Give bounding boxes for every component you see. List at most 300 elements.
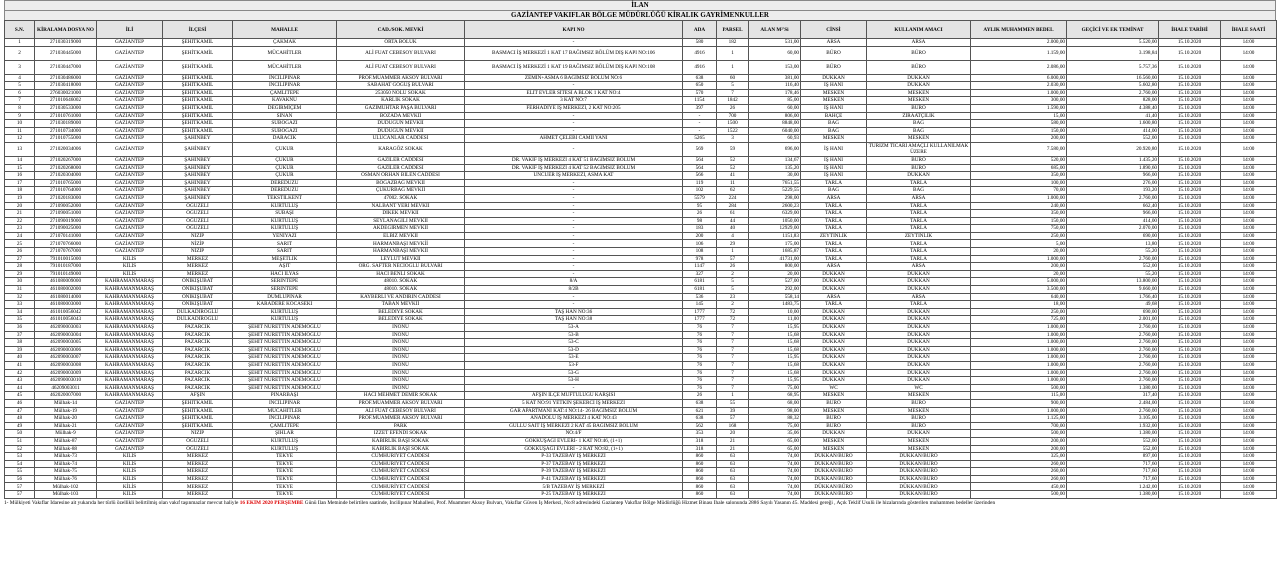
table-cell: 2 [717, 270, 749, 278]
table-cell: 200,00 [971, 263, 1067, 271]
table-cell: WC [867, 384, 971, 392]
table-cell: 552,00 [1067, 135, 1159, 143]
table-cell: 806,00 [749, 112, 801, 120]
table-cell: 15.10.2020 [1159, 187, 1221, 195]
table-row [5, 316, 1277, 324]
table-cell: 63 [717, 475, 749, 483]
table-cell: GAZİANTEP [97, 437, 163, 445]
table-cell: 48010. SOKAK [337, 286, 465, 294]
column-header: GEÇİCİ VE EK TEMİNAT [1067, 21, 1159, 39]
table-row [5, 415, 1277, 423]
table-cell: 55 [717, 399, 749, 407]
table-cell: 26 [683, 392, 717, 400]
table-cell: KABİRLİK BAŞI SOKAK [337, 445, 465, 453]
table-cell: 271020183000 [35, 194, 97, 202]
table-cell: PAZARCIK [163, 331, 233, 339]
column-header: KULLANIM AMACI [867, 21, 971, 39]
table-row [5, 172, 1277, 180]
table-cell: 21 [717, 445, 749, 453]
table-cell: DEREDÜZÜ [233, 179, 337, 187]
table-cell: ŞEHİT NURETTİN ADEMOĞLU [233, 369, 337, 377]
table-cell: 200,00 [971, 437, 1067, 445]
table-row [5, 422, 1277, 430]
table-cell: 53-A [465, 324, 683, 332]
table-cell: 15.10.2020 [1159, 468, 1221, 476]
table-cell: BÜRO [801, 60, 867, 74]
table-cell: 564 [683, 156, 717, 164]
table-cell: 15.10.2020 [1159, 316, 1221, 324]
table-cell: 1 [717, 248, 749, 256]
table-cell: 5265 [683, 135, 717, 143]
table-row [5, 354, 1277, 362]
table-cell: Mülhak-73 [35, 453, 97, 461]
table-cell: Mülhak-74 [35, 460, 97, 468]
table-cell: 5 [717, 82, 749, 90]
table-cell: 63 [717, 468, 749, 476]
table-cell: 50 [5, 430, 35, 438]
table-cell: 134,67 [749, 156, 801, 164]
table-cell: 36 [5, 324, 35, 332]
table-cell: 5.520,00 [1067, 39, 1159, 47]
table-cell: DÜKKAN [801, 324, 867, 332]
table-cell: 28 [5, 263, 35, 271]
table-cell: DÜKKAN/BÜRO [801, 453, 867, 461]
table-cell: GÖKKUŞAĞI EVLERİ- 1 KAT NO:46, (1+1) [465, 437, 683, 445]
table-cell: 621 [683, 407, 717, 415]
table-cell: 4 [717, 232, 749, 240]
table-cell: 53-F [465, 361, 683, 369]
table-cell: KAHRAMANMARAŞ [97, 293, 163, 301]
table-cell: 14:00 [1221, 354, 1277, 362]
table-row [5, 331, 1277, 339]
table-cell: 14:00 [1221, 286, 1277, 294]
table-cell: BAĞ [867, 187, 971, 195]
table-cell: 1.000,00 [971, 324, 1067, 332]
property-table [4, 20, 1277, 499]
table-cell: 15.10.2020 [1159, 210, 1221, 218]
table-cell: 15.10.2020 [1159, 392, 1221, 400]
table-cell: SARIT [233, 240, 337, 248]
table-cell: 14:00 [1221, 89, 1277, 97]
table-cell: 7 [717, 361, 749, 369]
table-cell: ŞEHİT NURETTİN ADEMOĞLU [233, 354, 337, 362]
table-cell: KAHRAMANMARAŞ [97, 308, 163, 316]
table-cell: MESKEN [867, 437, 971, 445]
table-row [5, 430, 1277, 438]
table-cell: 19 [5, 194, 35, 202]
table-cell: ŞAHİNBEY [163, 164, 233, 172]
table-cell: 1.000,00 [971, 255, 1067, 263]
table-cell: 700,00 [971, 422, 1067, 430]
table-cell: 1.000,00 [971, 407, 1067, 415]
table-cell: 41 [5, 361, 35, 369]
table-cell: MERKEZ [163, 263, 233, 271]
table-cell: 650 [683, 82, 717, 90]
table-cell: MERKEZ [163, 453, 233, 461]
table-cell: 119 [683, 179, 717, 187]
table-row [5, 202, 1277, 210]
table-cell: 23 [717, 293, 749, 301]
table-cell: 5,00 [971, 240, 1067, 248]
table-cell: 350,00 [971, 172, 1067, 180]
table-cell: 12 [5, 135, 35, 143]
table-cell: 662,40 [1067, 202, 1159, 210]
table-cell: 5 [717, 286, 749, 294]
table-cell: ALİ FUAT CEBESOY BULVARI [337, 407, 465, 415]
table-row [5, 293, 1277, 301]
table-cell: 63 [717, 491, 749, 499]
table-cell: 791010149000 [35, 270, 97, 278]
table-row [5, 491, 1277, 499]
table-cell: 57 [5, 483, 35, 491]
table-cell: 1.159,00 [971, 46, 1067, 60]
table-cell: 14:00 [1221, 483, 1277, 491]
table-cell: 580,00 [971, 120, 1067, 128]
table-cell: 15.10.2020 [1159, 156, 1221, 164]
table-cell: KABİRLİK BAŞI SOKAK [337, 437, 465, 445]
table-cell: DUMLUPINAR [233, 293, 337, 301]
table-cell: 2 [717, 301, 749, 309]
table-cell: OĞUZELİ [163, 202, 233, 210]
table-cell: 53-G [465, 369, 683, 377]
table-cell: 42 [5, 369, 35, 377]
table-cell: 45 [5, 392, 35, 400]
table-cell: P-39 TAZEBAY İŞ MERKEZİ [465, 468, 683, 476]
table-cell: GAZİANTEP [97, 422, 163, 430]
table-cell: PAZARCIK [163, 369, 233, 377]
table-cell: DÜKKAN [801, 369, 867, 377]
table-cell: ŞEHİTKAMİL [163, 74, 233, 82]
table-cell: 558,14 [749, 293, 801, 301]
table-cell: ZEYTİNLİK [801, 232, 867, 240]
table-cell: DÜKKAN [867, 286, 971, 294]
table-cell: 48010. SOKAK [337, 278, 465, 286]
table-cell: NİZİP [163, 430, 233, 438]
column-header: CİNSİ [801, 21, 867, 39]
table-cell: 791010015000 [35, 255, 97, 263]
table-cell: 271090051000 [35, 210, 97, 218]
table-cell: 860 [683, 491, 717, 499]
table-cell: 284 [717, 202, 749, 210]
table-row [5, 89, 1277, 97]
table-cell: ŞEHİT NURETTİN ADEMOĞLU [233, 331, 337, 339]
table-cell: DÜKKAN/BÜRO [801, 491, 867, 499]
table-cell: 15.10.2020 [1159, 270, 1221, 278]
table-cell: ZEYTİNLİK [867, 232, 971, 240]
table-cell: 3.500,00 [971, 286, 1067, 294]
table-cell: 1.590,00 [971, 104, 1067, 112]
table-cell: OSMAN ORHAN BİLEN CADDESİ [337, 172, 465, 180]
table-cell: 966,00 [1067, 210, 1159, 218]
table-cell: 175,00 [749, 240, 801, 248]
table-cell: 260,00 [971, 460, 1067, 468]
table-cell: 106 [683, 240, 717, 248]
table-cell: 5.757,36 [1067, 60, 1159, 74]
table-cell: ALİ FUAT CEBESOY BULVARI [337, 46, 465, 60]
table-cell: ŞEHİT NURETTİN ADEMOĞLU [233, 384, 337, 392]
table-cell: 76 [683, 369, 717, 377]
table-cell: 1500 [717, 120, 749, 128]
table-cell: 14:00 [1221, 217, 1277, 225]
table-row [5, 384, 1277, 392]
table-cell: SUBAŞI [233, 210, 337, 218]
table-row [5, 194, 1277, 202]
table-cell: 15.10.2020 [1159, 202, 1221, 210]
table-cell: 15.10.2020 [1159, 172, 1221, 180]
table-cell: KAHRAMANMARAŞ [97, 301, 163, 309]
table-cell: 65,00 [749, 437, 801, 445]
table-cell: 29 [717, 240, 749, 248]
table-cell: DÜKKAN [867, 308, 971, 316]
table-cell: 15.10.2020 [1159, 248, 1221, 256]
table-cell: 690,00 [1067, 232, 1159, 240]
table-cell: TARLA [801, 255, 867, 263]
table-cell: 15.10.2020 [1159, 104, 1221, 112]
table-cell: 2.070,00 [1067, 225, 1159, 233]
table-row [5, 248, 1277, 256]
table-cell: CUMHURİYET CADDESİ [337, 453, 465, 461]
table-cell: 14:00 [1221, 278, 1277, 286]
table-cell: 1777 [683, 308, 717, 316]
table-cell: BÜRO [801, 415, 867, 423]
table-cell: 2.760,00 [1067, 377, 1159, 385]
table-cell: 271030319000 [35, 39, 97, 47]
table-cell: 74,00 [749, 491, 801, 499]
table-cell: 271010734000 [35, 127, 97, 135]
table-cell: 76 [683, 339, 717, 347]
table-cell: 15.10.2020 [1159, 331, 1221, 339]
table-cell: 3.198,84 [1067, 46, 1159, 60]
table-cell: 860 [683, 475, 717, 483]
table-cell: TARLA [801, 301, 867, 309]
table-cell: 15.10.2020 [1159, 255, 1221, 263]
table-cell: 193,20 [1067, 187, 1159, 195]
table-cell: 63 [717, 453, 749, 461]
table-cell: 271030189000 [35, 120, 97, 128]
table-cell: 2.086,00 [971, 60, 1067, 74]
table-cell: 74,00 [749, 483, 801, 491]
table-cell: BASMACI İŞ MERKEZİ 1 KAT 17 BAĞIMSIZ BÖLÜM DIŞ KAPI NO:106 [465, 46, 683, 60]
table-cell: ŞAHİNBEY [163, 156, 233, 164]
table-cell: 15.10.2020 [1159, 384, 1221, 392]
table-cell: 63 [717, 483, 749, 491]
table-cell: 1.380,00 [1067, 430, 1159, 438]
table-row [5, 210, 1277, 218]
table-cell: 39 [5, 346, 35, 354]
table-cell: 271010646002 [35, 97, 97, 105]
table-cell: 14:00 [1221, 384, 1277, 392]
table-cell: TEKYE [233, 468, 337, 476]
table-cell: DÜKKAN/BÜRO [867, 491, 971, 499]
table-cell: 11 [717, 179, 749, 187]
table-cell: 16.560,00 [1067, 74, 1159, 82]
table-cell: ŞEHİTKAMİL [163, 127, 233, 135]
table-row [5, 286, 1277, 294]
table-cell: 15.10.2020 [1159, 97, 1221, 105]
table-cell: MERKEZ [163, 460, 233, 468]
table-cell: KİLİS [97, 483, 163, 491]
table-cell: 183 [683, 225, 717, 233]
table-cell: TARLA [867, 301, 971, 309]
table-cell: 60,00 [749, 104, 801, 112]
table-cell: 76 [683, 361, 717, 369]
table-cell: DÜKKAN [867, 278, 971, 286]
table-cell: 20,00 [971, 270, 1067, 278]
table-cell: HARMANBAŞI MEVKİİ [337, 248, 465, 256]
table-cell: ŞEHİT NURETTİN ADEMOĞLU [233, 377, 337, 385]
table-cell: 1.000,00 [971, 89, 1067, 97]
table-cell: 569 [683, 142, 717, 156]
table-cell: - [683, 127, 717, 135]
table-cell: 5/B TAZEBAY İŞ MERKEZİ [465, 483, 683, 491]
table-cell: ŞAHİNBEY [163, 179, 233, 187]
table-cell: KURTULUŞ [233, 202, 337, 210]
table-cell: TURİZM TİCARİ AMAÇLI KULLANILMAK ÜZERE [867, 142, 971, 156]
table-cell: 60,93 [749, 135, 801, 143]
table-cell: 15.10.2020 [1159, 46, 1221, 60]
table-cell: 1154 [683, 97, 717, 105]
table-cell: 15.10.2020 [1159, 179, 1221, 187]
table-cell: ORTA BÖLÜK [337, 39, 465, 47]
table-cell: İNCİLİPINAR [233, 82, 337, 90]
table-cell: 115,00 [971, 392, 1067, 400]
table-cell: FERHADİYE İŞ MERKEZİ, 2 KAT NO:205 [465, 104, 683, 112]
table-cell: 48 [5, 415, 35, 423]
table-cell: 271090019000 [35, 217, 97, 225]
table-cell: 8848,00 [749, 120, 801, 128]
table-cell: 2.030,00 [971, 82, 1067, 90]
table-cell: ŞEHİTKAMİL [163, 399, 233, 407]
table-cell: GAZİANTEP [97, 430, 163, 438]
table-row [5, 369, 1277, 377]
table-cell: 7 [717, 331, 749, 339]
table-cell: 52 [717, 164, 749, 172]
table-cell: 14:00 [1221, 97, 1277, 105]
table-cell: 271030445000 [35, 46, 97, 60]
table-cell: 15.10.2020 [1159, 308, 1221, 316]
table-cell: GAZİANTEP [97, 127, 163, 135]
table-cell: DÜKKAN/BÜRO [801, 468, 867, 476]
column-header: ADA [683, 21, 717, 39]
table-cell: 74,00 [749, 460, 801, 468]
table-cell: 98,00 [749, 407, 801, 415]
table-cell: 76 [683, 354, 717, 362]
table-cell: 75,00 [749, 422, 801, 430]
table-row [5, 324, 1277, 332]
table-cell: GAZİANTEP [97, 120, 163, 128]
table-cell: 15.10.2020 [1159, 339, 1221, 347]
table-cell: 15,68 [749, 331, 801, 339]
table-cell: 8/2B [465, 286, 683, 294]
table-cell: TEKYE [233, 475, 337, 483]
table-cell: 860 [683, 483, 717, 491]
table-cell: ELİT EVLER SİTESİ A BLOK 1 KAT NO:4 [465, 89, 683, 97]
table-cell: 717,60 [1067, 468, 1159, 476]
table-cell: - [465, 202, 683, 210]
table-cell: 1 [717, 46, 749, 60]
table-cell: BAĞ [867, 127, 971, 135]
table-cell: İŞ HANI [801, 82, 867, 90]
table-cell: 1.125,00 [971, 415, 1067, 423]
table-cell: 1.000,00 [971, 339, 1067, 347]
table-cell: 271030486000 [35, 74, 97, 82]
table-cell: 1.000,00 [971, 377, 1067, 385]
table-cell: GAZİLER CADDESİ [337, 164, 465, 172]
table-cell: KİLİS [97, 270, 163, 278]
table-cell: TARLA [801, 202, 867, 210]
table-cell: GÜLLÜ SAİT İŞ MERKEZİ 2 KAT 45 BAĞIMSIZ BÖLÜM [465, 422, 683, 430]
table-row [5, 46, 1277, 60]
table-cell: TARLA [867, 240, 971, 248]
table-cell: 1 [5, 39, 35, 47]
table-cell: İNÖNÜ [337, 339, 465, 347]
table-cell: 1.242,00 [1067, 483, 1159, 491]
column-header: İLÇESİ [163, 21, 233, 39]
table-cell: PROF.MUAMMER AKSOY BULVARI [337, 74, 465, 82]
table-cell: ONİKİŞUBAT [163, 286, 233, 294]
table-cell: AKDEĞİRMEN MEVKİİ [337, 225, 465, 233]
table-cell: 108 [683, 248, 717, 256]
table-cell: 7 [717, 354, 749, 362]
table-cell: GAZİANTEP [97, 415, 163, 423]
table-cell: DÜKKAN [801, 331, 867, 339]
table-cell: MESKEN [801, 445, 867, 453]
table-cell: Mülhak-14 [35, 399, 97, 407]
table-cell: 562 [683, 422, 717, 430]
table-cell: 70,00 [971, 187, 1067, 195]
table-row [5, 392, 1277, 400]
table-cell: 11 [5, 127, 35, 135]
table-cell: 14:00 [1221, 127, 1277, 135]
table-cell: 14:00 [1221, 210, 1277, 218]
table-cell: 14:00 [1221, 301, 1277, 309]
table-cell: 38 [5, 339, 35, 347]
table-cell: 271030418000 [35, 82, 97, 90]
table-cell: KAHRAMANMARAŞ [97, 392, 163, 400]
table-cell: WC [801, 384, 867, 392]
table-cell: 53-E [465, 354, 683, 362]
table-row [5, 60, 1277, 74]
table-cell: 26 [717, 263, 749, 271]
column-header: İLİ [97, 21, 163, 39]
table-cell: 638 [683, 415, 717, 423]
table-cell: PAZARCIK [163, 377, 233, 385]
table-cell: TARLA [801, 179, 867, 187]
table-row [5, 112, 1277, 120]
table-cell: 43 [5, 377, 35, 385]
table-cell: 18,00 [971, 301, 1067, 309]
table-cell: 700 [717, 112, 749, 120]
table-cell: 1.000,00 [971, 361, 1067, 369]
table-cell: 2.000,00 [971, 39, 1067, 47]
table-cell: İNCİLİPINAR [233, 415, 337, 423]
page-subtitle: GAZİANTEP VAKIFLAR BÖLGE MÜDÜRLÜĞÜ KİRALIK GAYRİMENKULLER [4, 10, 1276, 20]
table-cell: 271020267000 [35, 156, 97, 164]
table-cell: BÜRO [867, 399, 971, 407]
table-cell: 26 [717, 104, 749, 112]
table-cell: 271010755000 [35, 135, 97, 143]
table-cell: DÜKKAN/BÜRO [801, 460, 867, 468]
table-cell: 7.580,00 [971, 142, 1067, 156]
table-cell: 1.435,20 [1067, 156, 1159, 164]
table-cell: 271010765000 [35, 179, 97, 187]
table-cell: 15,95 [749, 377, 801, 385]
table-cell: 1842 [717, 97, 749, 105]
table-cell: 300,00 [971, 97, 1067, 105]
table-cell: ŞEHİT NURETTİN ADEMOĞLU [233, 339, 337, 347]
table-cell: 150,00 [971, 127, 1067, 135]
table-cell: ARSA [801, 194, 867, 202]
